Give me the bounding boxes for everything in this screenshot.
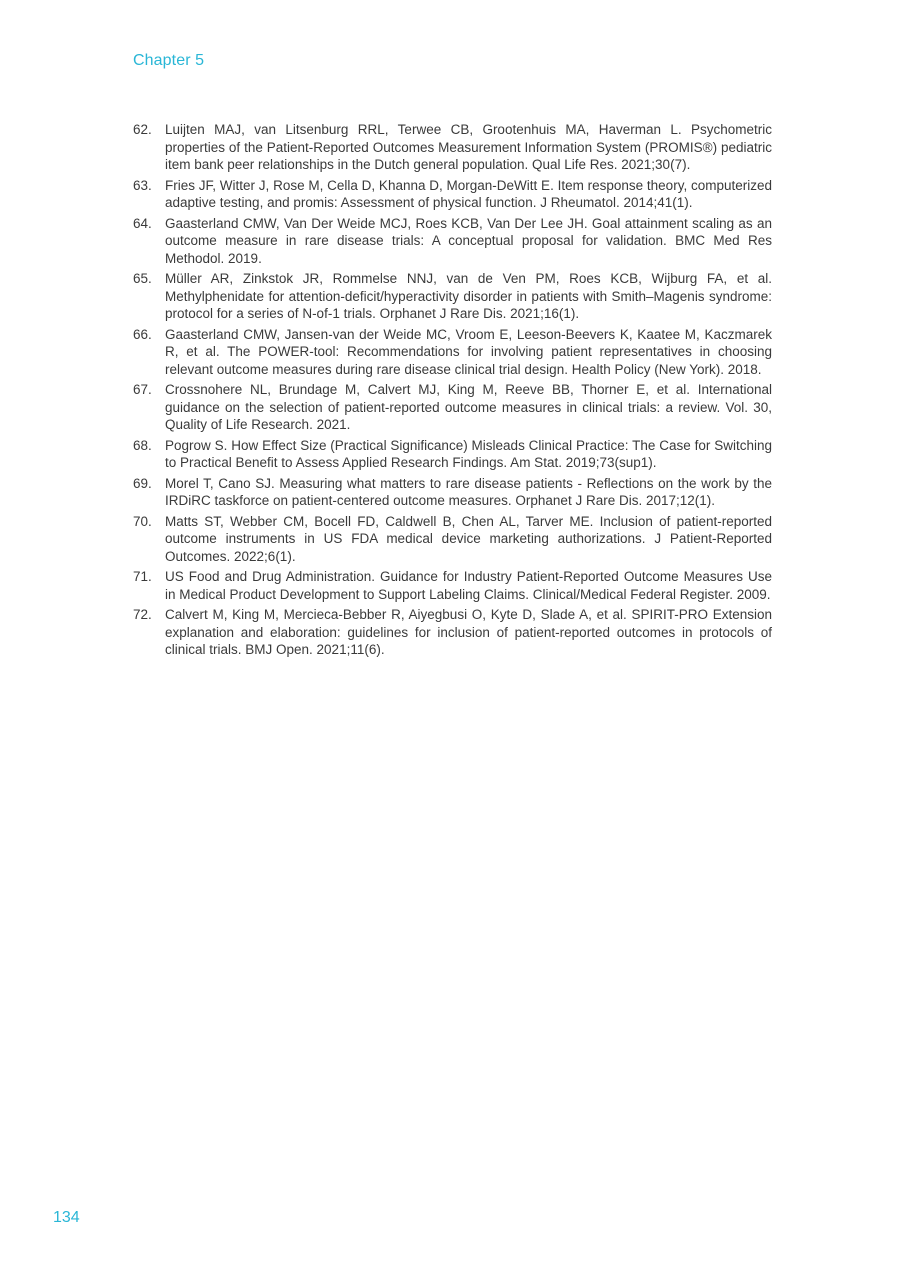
reference-text: Gaasterland CMW, Jansen-van der Weide MC, Vroom E, Leeson-Beevers K, Kaatee M, Kaczmarek R, et al. The POWER-tool: Recommendations for involving patient representatives in choosing relevant outcome measures during rare disease clinical trial design. Health Policy (New York). 2018. xyxy=(165,326,772,377)
reference-item xyxy=(133,270,772,323)
reference-text: Pogrow S. How Effect Size (Practical Significance) Misleads Clinical Practice: The Case for Switching to Practical Benefit to Assess Applied Research Findings. Am Stat. 2019;73(sup1). xyxy=(165,437,772,470)
reference-number: 70. xyxy=(133,513,152,529)
reference-text: Crossnohere NL, Brundage M, Calvert MJ, King M, Reeve BB, Thorner E, et al. International guidance on the selection of patient-reported outcome measures in clinical trials: a review. Vol. 30, Quality of Life Research. 2021. xyxy=(165,382,772,432)
reference-item xyxy=(133,177,772,212)
reference-text: US Food and Drug Administration. Guidance for Industry Patient-Reported Outcome Measures Use in Medical Product Development to Support Labeling Claims. Clinical/Medical Federal Register. 2009. xyxy=(165,569,772,602)
reference-item xyxy=(133,475,772,510)
reference-number: 65. xyxy=(133,271,152,286)
reference-number: 66. xyxy=(133,326,152,342)
reference-number: 64. xyxy=(133,215,152,231)
reference-text: Matts ST, Webber CM, Bocell FD, Caldwell B, Chen AL, Tarver ME. Inclusion of patient-reported outcome instruments in US FDA medical device marketing authorizations. J Patient-Reported Outcomes. 2022;6(1). xyxy=(165,513,772,564)
reference-item xyxy=(133,437,772,472)
reference-item xyxy=(133,381,772,434)
reference-number: 67. xyxy=(133,382,152,397)
reference-number: 72. xyxy=(133,607,152,622)
reference-text: Fries JF, Witter J, Rose M, Cella D, Khanna D, Morgan-DeWitt E. Item response theory, computerized adaptive testing, and promis: Assessment of physical function. J Rheumatol. 2014;41(1). xyxy=(165,177,772,210)
chapter-header: Chapter 5 xyxy=(133,52,205,69)
reference-item xyxy=(133,568,772,603)
reference-text: Luijten MAJ, van Litsenburg RRL, Terwee CB, Grootenhuis MA, Haverman L. Psychometric properties of the Patient-Reported Outcomes Measurement Information System (PROMIS®) pediatric item bank peer relationships in the Dutch general population. Qual Life Res. 2021;30(7). xyxy=(165,122,772,172)
reference-item xyxy=(133,513,772,566)
reference-item xyxy=(133,606,772,659)
reference-item xyxy=(133,215,772,268)
reference-text: Morel T, Cano SJ. Measuring what matters to rare disease patients - Reflections on the work by the IRDiRC taskforce on patient-centered outcome measures. Orphanet J Rare Dis. 2017;12(1). xyxy=(165,475,772,508)
reference-number: 62. xyxy=(133,122,152,137)
reference-item xyxy=(133,121,772,174)
reference-text: Calvert M, King M, Mercieca-Bebber R, Aiyegbusi O, Kyte D, Slade A, et al. SPIRIT-PRO Extension explanation and elaboration: guidelines for inclusion of patient-reported outcomes in protocols of clinical trials. BMJ Open. 2021;11(6). xyxy=(165,607,772,657)
reference-list xyxy=(133,121,772,662)
reference-text: Müller AR, Zinkstok JR, Rommelse NNJ, van de Ven PM, Roes KCB, Wijburg FA, et al. Methylphenidate for attention-deficit/hyperactivity disorder in patients with Smith–Magenis syndrome: protocol for a series of N-of-1 trials. Orphanet J Rare Dis. 2021;16(1). xyxy=(165,271,772,321)
reference-item xyxy=(133,326,772,379)
reference-number: 68. xyxy=(133,437,152,453)
reference-text: Gaasterland CMW, Van Der Weide MCJ, Roes KCB, Van Der Lee JH. Goal attainment scaling as an outcome measure in rare disease trials: A conceptual proposal for validation. BMC Med Res Methodol. 2019. xyxy=(165,215,772,266)
reference-number: 63. xyxy=(133,177,152,193)
page-number: 134 xyxy=(53,1209,80,1226)
reference-number: 71. xyxy=(133,569,152,584)
reference-number: 69. xyxy=(133,475,152,491)
